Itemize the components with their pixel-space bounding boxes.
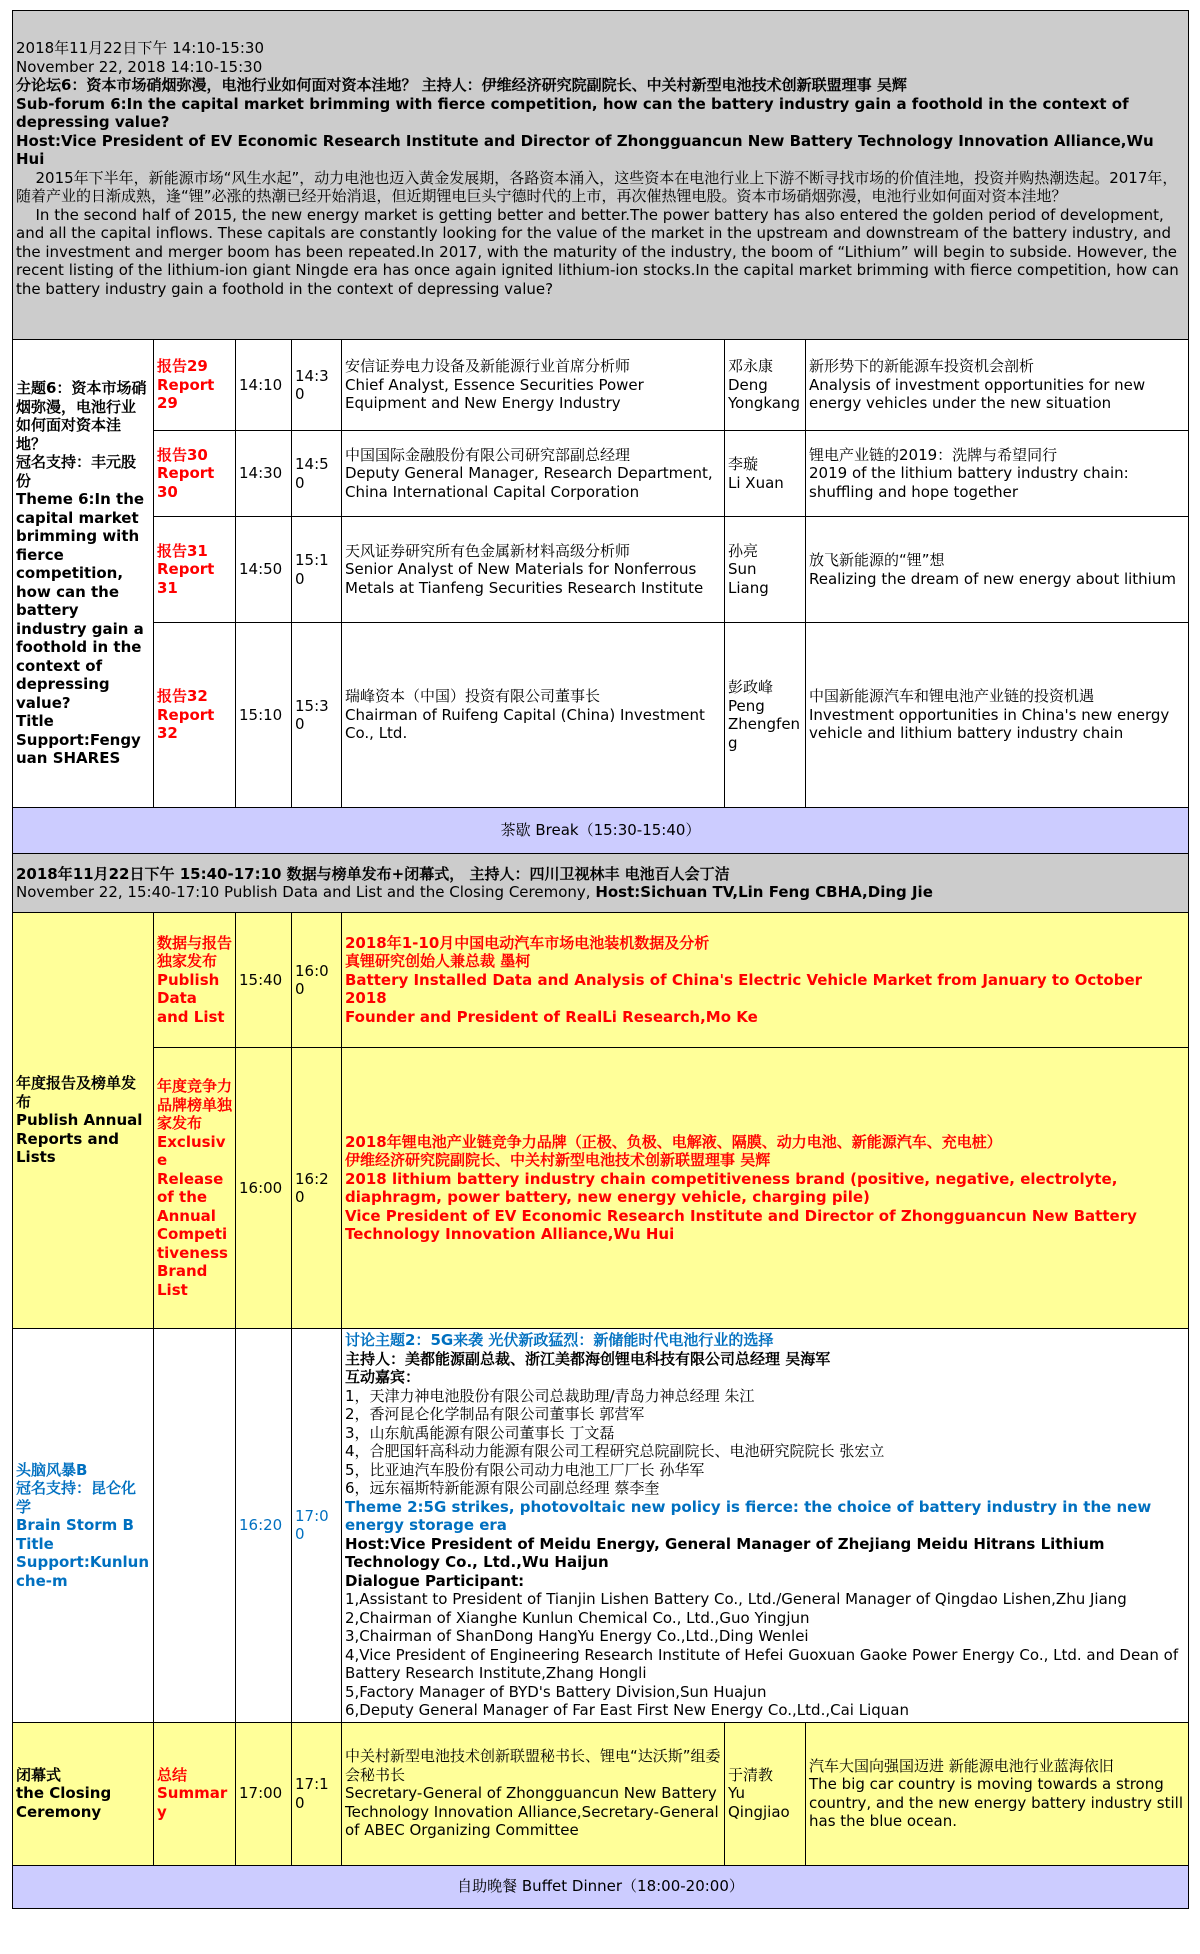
report-topic-cn: 锂电产业链的2019：洗牌与希望同行 <box>809 445 1058 464</box>
publish-data-title-en: Battery Installed Data and Analysis of China's Electric Vehicle Market from January to October 2018 <box>345 970 1143 1008</box>
guest-item-cn: 4，合肥国轩高科动力能源有限公司工程研究总院副院长、电池研究院院长 张宏立 <box>345 1442 885 1460</box>
report-topic-en: 2019 of the lithium battery industry chain: shuffling and hope together <box>809 464 1129 501</box>
report-topic-cn: 放飞新能源的“锂”想 <box>809 551 945 569</box>
brainstorm-label-cell <box>13 1329 154 1723</box>
guest-item-cn: 3，山东航禹能源有限公司董事长 丁文磊 <box>345 1423 615 1442</box>
ceremony-label-en: the Closing Ceremony <box>16 1784 112 1821</box>
report-topic-en: The big car country is moving towards a strong country, and the new energy battery industry still has the blue ocean. <box>809 1775 1184 1830</box>
forum6-title-cn: 分论坛6：资本市场硝烟弥漫，电池行业如何面对资本洼地？ 主持人：伊维经济研究院副院长、中关村新型电池技术创新联盟理事 吴辉 <box>16 76 907 94</box>
speaker-name-en: Sun Liang <box>728 560 769 597</box>
brand-list-row <box>13 1048 1189 1329</box>
report-topic <box>806 623 1189 808</box>
speaker-name-en: Peng Zhengfeng <box>728 696 801 752</box>
publish-data-content <box>342 913 1189 1048</box>
guest-item-cn: 1，天津力神电池股份有限公司总裁助理/青岛力神总经理 朱江 <box>345 1386 755 1405</box>
start-time: 14:10 <box>236 340 292 431</box>
report-row <box>13 517 1189 623</box>
brand-list-label <box>154 1048 236 1329</box>
end-time: 17:00 <box>292 1329 342 1723</box>
ceremony-label-cn: 闭幕式 <box>16 1765 62 1784</box>
report-row <box>13 431 1189 517</box>
guest-item-en: 6,Deputy General Manager of Far East First New Energy Co.,Ltd.,Cai Liquan <box>345 1701 909 1719</box>
annual-label-en: Publish Annual Reports and Lists <box>16 1111 143 1167</box>
speaker-org <box>342 431 725 517</box>
end-time: 16:20 <box>292 1048 342 1329</box>
forum6-header <box>13 11 1189 340</box>
speaker-org-cn: 瑞峰资本（中国）投资有限公司董事长 <box>345 687 601 706</box>
end-time: 17:10 <box>292 1722 342 1865</box>
speaker-org-en: Chairman of Ruifeng Capital (China) Investment Co., Ltd. <box>345 705 705 743</box>
start-time: 14:30 <box>236 431 292 517</box>
speaker-name <box>725 1722 806 1865</box>
start-time: 16:00 <box>236 1048 292 1329</box>
guest-item-en: 1,Assistant to President of Tianjin Lishen Battery Co., Ltd./General Manager of Qingdao Lishen,Zhu Jiang <box>345 1590 1127 1608</box>
closing-header-row <box>13 854 1189 913</box>
speaker-org <box>342 623 725 808</box>
brand-list-label-cn: 年度竞争力品牌榜单独家发布 <box>157 1077 233 1132</box>
report-row <box>13 340 1189 431</box>
agenda-table <box>12 10 1189 1909</box>
speaker-org-cn: 安信证券电力设备及新能源行业首席分析师 <box>345 357 631 376</box>
theme6-sponsor-cn: 冠名支持：丰元股份 <box>16 453 137 490</box>
closing-date-en-host: Host:Sichuan TV,Lin Feng CBHA,Ding Jie <box>595 883 933 901</box>
speaker-name-cn: 彭政峰 <box>728 678 774 696</box>
speaker-name <box>725 517 806 623</box>
guest-item-en: 5,Factory Manager of BYD's Battery Division,Sun Huajun <box>345 1682 767 1701</box>
closing-date-cn: 2018年11月22日下午 15:40-17:10 数据与榜单发布+闭幕式， 主持人：四川卫视林丰 电池百人会丁洁 <box>16 864 730 883</box>
guest-item-cn: 2，香河昆仑化学制品有限公司董事长 郭营军 <box>345 1405 645 1423</box>
forum6-date-en: November 22, 2018 14:10-15:30 <box>16 57 263 76</box>
speaker-org <box>342 517 725 623</box>
dinner-row <box>13 1865 1189 1908</box>
speaker-name <box>725 623 806 808</box>
report-number-cn: 报告31 <box>157 541 208 560</box>
speaker-name-en: Li Xuan <box>728 473 784 492</box>
speaker-org-en: Deputy General Manager, Research Department, China International Capital Corporation <box>345 464 713 501</box>
speaker-name <box>725 340 806 431</box>
report-number <box>154 517 236 623</box>
report-topic <box>806 1722 1189 1865</box>
speaker-name <box>725 431 806 517</box>
report-number-en: Report 30 <box>157 464 215 501</box>
report-number-cn: 报告30 <box>157 445 208 464</box>
brainstorm-label-cn: 头脑风暴B <box>16 1460 88 1479</box>
report-number-cn: 报告32 <box>157 687 208 706</box>
speaker-name-cn: 李璇 <box>728 455 759 473</box>
report-topic-cn: 新形势下的新能源车投资机会剖析 <box>809 357 1035 376</box>
break-row <box>13 808 1189 854</box>
publish-data-title-cn: 2018年1-10月中国电动汽车市场电池装机数据及分析 <box>345 933 710 952</box>
speaker-name-en: Deng Yongkang <box>728 375 801 413</box>
brainstorm-content <box>342 1329 1189 1723</box>
report-topic-cn: 汽车大国向强国迈进 新能源电池行业蓝海依旧 <box>809 1756 1114 1775</box>
ceremony-row <box>13 1722 1189 1865</box>
report-topic <box>806 340 1189 431</box>
publish-data-row <box>13 913 1189 1048</box>
publish-data-speaker-en: Founder and President of RealLi Research,Mo Ke <box>345 1007 758 1026</box>
annual-label-cn: 年度报告及榜单发布 <box>16 1074 137 1111</box>
end-time: 16:00 <box>292 913 342 1048</box>
guest-item-cn: 6，远东福斯特新能源有限公司副总经理 蔡李奎 <box>345 1479 660 1497</box>
brand-list-label-en: Exclusive Release of the Annual Competitiveness Brand List <box>157 1132 228 1299</box>
start-time: 15:10 <box>236 623 292 808</box>
publish-data-speaker-cn: 真锂研究创始人兼总裁 墨柯 <box>345 952 531 971</box>
summary-label-en: Summary <box>157 1784 228 1821</box>
brand-list-title-en: 2018 lithium battery industry chain competitiveness brand (positive, negative, electrolyte, diaphragm, power battery, new energy vehicle, charging pile) <box>345 1169 1118 1206</box>
speaker-name-cn: 于清教 <box>728 1765 774 1784</box>
report-number-en: Report 32 <box>157 705 215 743</box>
brainstorm-row <box>13 1329 1189 1723</box>
ceremony-label-cell <box>13 1722 154 1865</box>
brainstorm-label-en: Brain Storm B <box>16 1516 134 1534</box>
end-time: 15:30 <box>292 623 342 808</box>
guest-item-cn: 5，比亚迪汽车股份有限公司动力电池工厂厂长 孙华军 <box>345 1460 705 1479</box>
end-time: 15:10 <box>292 517 342 623</box>
brainstorm-host-cn: 主持人：美都能源副总裁、浙江美都海创锂电科技有限公司总经理 吴海军 <box>345 1349 831 1368</box>
report-number-en: Report 29 <box>157 375 215 413</box>
publish-data-label-cn: 数据与报告独家发布 <box>157 933 233 971</box>
speaker-name-en: Yu Qingjiao <box>728 1784 790 1821</box>
report-number <box>154 340 236 431</box>
end-time: 14:30 <box>292 340 342 431</box>
speaker-org-cn: 天风证券研究所有色金属新材料高级分析师 <box>345 541 631 560</box>
report-topic-en: Analysis of investment opportunities for new energy vehicles under the new situation <box>809 375 1146 413</box>
summary-label-cn: 总结 <box>157 1765 188 1784</box>
brainstorm-host-en: Host:Vice President of Meidu Energy, General Manager of Zhejiang Meidu Hitrans Lithium Technology Co., Ltd.,Wu Haijun <box>345 1534 1105 1571</box>
speaker-org-en: Senior Analyst of New Materials for Nonferrous Metals at Tianfeng Securities Research Institute <box>345 560 704 597</box>
theme6-sponsor-en: Title Support:Fengyuan SHARES <box>16 712 141 768</box>
report-topic-en: Investment opportunities in China's new energy vehicle and lithium battery industry chain <box>809 705 1170 743</box>
speaker-org-en: Chief Analyst, Essence Securities Power Equipment and New Energy Industry <box>345 375 644 413</box>
report-topic <box>806 431 1189 517</box>
speaker-org <box>342 1722 725 1865</box>
report-row <box>13 623 1189 808</box>
forum6-title-en: Sub-forum 6:In the capital market brimming with fierce competition, how can the battery industry gain a foothold in the context of depressing value? <box>16 94 1129 131</box>
brainstorm-sponsor-en: Title Support:Kunlunche-m <box>16 1534 150 1590</box>
brand-list-title-cn: 2018年锂电池产业链竞争力品牌（正极、负极、电解液、隔膜、动力电池、新能源汽车、充电桩） <box>345 1132 1002 1151</box>
forum6-header-row <box>13 11 1189 340</box>
report-topic-cn: 中国新能源汽车和锂电池产业链的投资机遇 <box>809 687 1095 706</box>
theme6-title-cn: 主题6：资本市场硝烟弥漫，电池行业如何面对资本洼地？ <box>16 379 147 453</box>
forum6-desc-en: In the second half of 2015, the new energy market is getting better and better.The power battery has also entered the golden period of development, and all the capital inflows. These capitals are constantly looking for the value of the market in the upstream and downstream of the battery industry, and the investment and merger boom has been repeated.In 2017, with the maturity of the industry, the boom of “Lithium” will begin to subside. However, the recent listing of the lithium-ion giant Ningde era has once again ignited lithium-ion stocks.In the capital market brimming with fierce competition, how can the battery industry gain a foothold in the context of depressing value? <box>16 205 1179 298</box>
brainstorm-guests-label-en: Dialogue Participant: <box>345 1571 525 1590</box>
speaker-org-cn: 中关村新型电池技术创新联盟秘书长、锂电“达沃斯”组委会秘书长 <box>345 1747 721 1784</box>
forum6-desc-cn: 2015年下半年，新能源市场“风生水起”，动力电池也迈入黄金发展期，各路资本涌入，这些资本在电池行业上下游不断寻找市场的价值洼地，投资并购热潮迭起。2017年，随着产业的日渐成熟，逢“锂”必涨的热潮已经开始消退，但近期锂电巨头宁德时代的上市，再次催热锂电股。资本市场硝烟弥漫，电池行业如何面对资本洼地？ <box>16 168 1178 205</box>
publish-data-label-en: Publish Data and List <box>157 970 225 1026</box>
empty-cell <box>154 1329 236 1723</box>
closing-date-en <box>16 883 1185 902</box>
report-topic-en: Realizing the dream of new energy about lithium <box>809 569 1176 588</box>
start-time: 15:40 <box>236 913 292 1048</box>
start-time: 16:20 <box>236 1329 292 1723</box>
brainstorm-guests-label-cn: 互动嘉宾： <box>345 1368 421 1386</box>
forum6-host-en: Host:Vice President of EV Economic Research Institute and Director of Zhongguancun New Battery Technology Innovation Alliance,Wu Hui <box>16 131 1154 168</box>
brainstorm-sponsor-cn: 冠名支持：昆仑化学 <box>16 1479 137 1516</box>
theme6-cell <box>13 340 154 808</box>
theme6-title-en: Theme 6:In the capital market brimming with fierce competition, how can the battery industry gain a foothold in the context of depressing value? <box>16 490 145 712</box>
brand-list-speaker-en: Vice President of EV Economic Research Institute and Director of Zhongguancun New Battery Technology Innovation Alliance,Wu Hui <box>345 1206 1137 1243</box>
forum6-date-cn: 2018年11月22日下午 14:10-15:30 <box>16 39 264 57</box>
brand-list-speaker-cn: 伊维经济研究院副院长、中关村新型电池技术创新联盟理事 吴辉 <box>345 1151 771 1169</box>
closing-header <box>13 854 1189 913</box>
speaker-org-cn: 中国国际金融股份有限公司研究部副总经理 <box>345 445 631 464</box>
closing-date-en-prefix: November 22, 15:40-17:10 Publish Data and List and the Closing Ceremony, <box>16 883 591 901</box>
report-number-en: Report 31 <box>157 560 215 597</box>
guest-item-en: 3,Chairman of ShanDong HangYu Energy Co.,Ltd.,Ding Wenlei <box>345 1627 809 1645</box>
report-topic <box>806 517 1189 623</box>
brainstorm-topic-en: Theme 2:5G strikes, photovoltaic new policy is fierce: the choice of battery industry in the new energy storage era <box>345 1497 1152 1534</box>
publish-data-label <box>154 913 236 1048</box>
report-number-cn: 报告29 <box>157 357 208 376</box>
report-number <box>154 431 236 517</box>
speaker-org-en: Secretary-General of Zhongguancun New Battery Technology Innovation Alliance,Secretary-General of ABEC Organizing Committee <box>345 1784 719 1840</box>
guest-item-en: 4,Vice President of Engineering Research Institute of Hefei Guoxuan Gaoke Power Energy Co., Ltd. and Dean of Battery Research Institute,Zhang Hongli <box>345 1645 1179 1682</box>
start-time: 17:00 <box>236 1722 292 1865</box>
brainstorm-topic-cn: 讨论主题2：5G来袭 光伏新政猛烈：新储能时代电池行业的选择 <box>345 1331 774 1349</box>
start-time: 14:50 <box>236 517 292 623</box>
end-time: 14:50 <box>292 431 342 517</box>
report-number <box>154 623 236 808</box>
speaker-name-cn: 邓永康 <box>728 357 774 376</box>
tea-break: 茶歇 Break（15:30-15:40） <box>13 808 1189 854</box>
annual-reports-cell <box>13 913 154 1329</box>
guest-item-en: 2,Chairman of Xianghe Kunlun Chemical Co., Ltd.,Guo Yingjun <box>345 1608 810 1627</box>
speaker-name-cn: 孙亮 <box>728 541 759 560</box>
speaker-org <box>342 340 725 431</box>
buffet-dinner: 自助晚餐 Buffet Dinner（18:00-20:00） <box>13 1865 1189 1908</box>
brand-list-content <box>342 1048 1189 1329</box>
summary-label <box>154 1722 236 1865</box>
